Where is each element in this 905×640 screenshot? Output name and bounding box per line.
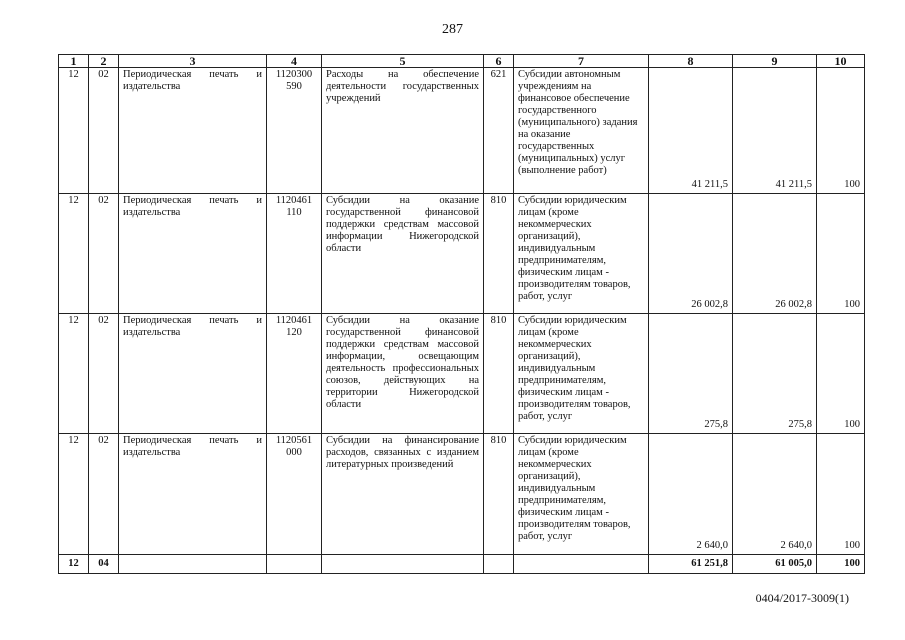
cell-expense-name: Субсидии юридическим лицам (кроме некоммерческих организаций), индивидуальным предпринимателям, физическим лицам - производителям товаров, работ, услуг: [514, 434, 649, 555]
total-empty-cell: [119, 555, 267, 574]
cell-subsection: 02: [89, 194, 119, 314]
cell-planned: 41 211,5: [649, 68, 733, 194]
cell-expense-name: Субсидии юридическим лицам (кроме некоммерческих организаций), индивидуальным предпринимателям, физическим лицам - производителям товаров, работ, услуг: [514, 314, 649, 434]
cell-expense-code: 810: [484, 434, 514, 555]
cell-planned: 275,8: [649, 314, 733, 434]
cell-expense-code: 810: [484, 194, 514, 314]
cell-subsection-name: Периодическая печать и издательства: [119, 68, 267, 194]
column-header: 5: [322, 55, 484, 68]
cell-percent: 100: [817, 434, 865, 555]
cell-target-code: 1120461 120: [267, 314, 322, 434]
cell-target-name: Субсидии на оказание государственной финансовой поддержки средствам массовой информации, освещающим деятельность профессиональных союзов, действующих на территории Нижегородской области: [322, 314, 484, 434]
cell-section: 12: [59, 314, 89, 434]
column-header: 1: [59, 55, 89, 68]
column-header: 3: [119, 55, 267, 68]
cell-actual: 41 211,5: [733, 68, 817, 194]
cell-expense-code: 621: [484, 68, 514, 194]
cell-target-code: 1120300 590: [267, 68, 322, 194]
cell-subsection-name: Периодическая печать и издательства: [119, 314, 267, 434]
cell-actual: 275,8: [733, 314, 817, 434]
cell-planned: 2 640,0: [649, 434, 733, 555]
column-header: 8: [649, 55, 733, 68]
cell-subsection: 02: [89, 434, 119, 555]
total-subsection: 04: [89, 555, 119, 574]
total-section: 12: [59, 555, 89, 574]
table-row: [59, 434, 865, 555]
column-header: 4: [267, 55, 322, 68]
cell-actual: 26 002,8: [733, 194, 817, 314]
cell-target-code: 1120561 000: [267, 434, 322, 555]
page-number: 287: [442, 22, 463, 37]
table-row: [59, 194, 865, 314]
table-row: [59, 68, 865, 194]
column-header: 9: [733, 55, 817, 68]
total-empty-cell: [514, 555, 649, 574]
cell-subsection: 02: [89, 68, 119, 194]
cell-subsection-name: Периодическая печать и издательства: [119, 434, 267, 555]
cell-subsection: 02: [89, 314, 119, 434]
total-row: [59, 555, 865, 574]
cell-target-code: 1120461 110: [267, 194, 322, 314]
column-header: 7: [514, 55, 649, 68]
cell-section: 12: [59, 434, 89, 555]
total-percent: 100: [817, 555, 865, 574]
cell-planned: 26 002,8: [649, 194, 733, 314]
column-header: 10: [817, 55, 865, 68]
cell-percent: 100: [817, 314, 865, 434]
budget-table: [58, 54, 865, 574]
column-header: 6: [484, 55, 514, 68]
cell-expense-name: Субсидии юридическим лицам (кроме некоммерческих организаций), индивидуальным предпринимателям, физическим лицам - производителям товаров, работ, услуг: [514, 194, 649, 314]
table-row: [59, 314, 865, 434]
cell-target-name: Расходы на обеспечение деятельности государственных учреждений: [322, 68, 484, 194]
total-empty-cell: [322, 555, 484, 574]
cell-expense-code: 810: [484, 314, 514, 434]
cell-expense-name: Субсидии автономным учреждениям на финансовое обеспечение государственного (муниципального) задания на оказание государственных (муниципальных) услуг (выполнение работ): [514, 68, 649, 194]
column-header: 2: [89, 55, 119, 68]
cell-subsection-name: Периодическая печать и издательства: [119, 194, 267, 314]
total-empty-cell: [484, 555, 514, 574]
header-row: [59, 55, 865, 68]
cell-target-name: Субсидии на оказание государственной финансовой поддержки средствам массовой информации Нижегородской области: [322, 194, 484, 314]
document-code: 0404/2017-3009(1): [755, 591, 849, 605]
total-empty-cell: [267, 555, 322, 574]
total-planned: 61 251,8: [649, 555, 733, 574]
cell-section: 12: [59, 194, 89, 314]
cell-target-name: Субсидии на финансирование расходов, связанных с изданием литературных произведений: [322, 434, 484, 555]
cell-section: 12: [59, 68, 89, 194]
total-actual: 61 005,0: [733, 555, 817, 574]
cell-percent: 100: [817, 68, 865, 194]
cell-percent: 100: [817, 194, 865, 314]
cell-actual: 2 640,0: [733, 434, 817, 555]
